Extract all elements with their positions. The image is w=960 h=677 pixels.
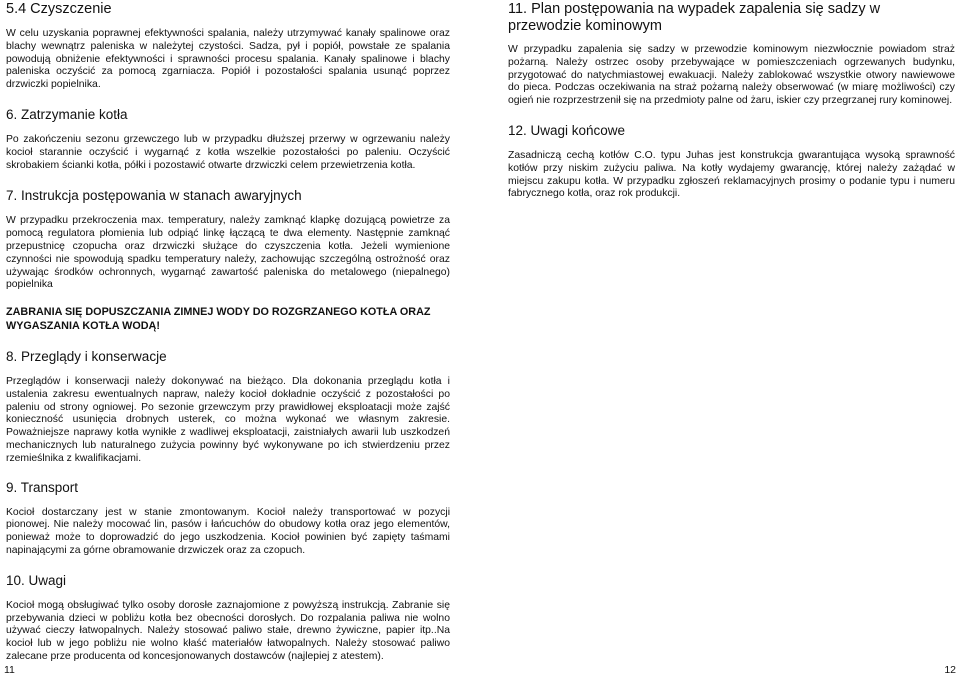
section-5-4-title: 5.4 Czyszczenie	[6, 1, 112, 17]
section-6-text: Po zakończeniu sezonu grzewczego lub w przypadku dłuższej przerwy w ogrzewaniu należy kocioł starannie oczyścić i wygarnąć z kotła wszelkie pozostałości po paleniu. Oczyścić skrobakiem ścianki kotła, półki i pozostawić otwarte drzwiczki celem przewietrzenia kotła.	[6, 133, 450, 171]
section-7-warning: ZABRANIA SIĘ DOPUSZCZANIA ZIMNEJ WODY DO ROZGRZANEGO KOTŁA ORAZ WYGASZANIA KOTŁA WODĄ!	[6, 306, 431, 332]
section-9-title: 9. Transport	[6, 479, 79, 495]
section-12-title: 12. Uwagi końcowe	[508, 122, 626, 138]
page-number-left: 11	[4, 664, 15, 676]
section-9-text: Kocioł dostarczany jest w stanie zmontowanym. Kocioł należy transportować w pozycji pionowej. Nie należy mocować lin, pasów i łańcuchów do obudowy kotła oraz jego elementów, ponieważ może to doprowadzić do jego uszkodzenia. Kocioł powinien być zapięty taśmami napinającymi za górne obramowanie drzwiczek oraz za czopuch.	[6, 506, 450, 556]
section-6-title: 6. Zatrzymanie kotła	[6, 106, 128, 122]
section-5-4-text: W celu uzyskania poprawnej efektywności spalania, należy utrzymywać kanały spalinowe oraz blachy wewnątrz paleniska w należytej czystości. Sadza, pył i popiół, powstałe ze spalania powodują obniżenie efektywności i sprawności procesu spalania. Kanały spalinowe i blachy paleniska oczyścić za pomocą zgarniacza. Popiół i pozostałości spalania usunąć poprzez drzwiczki popielnika.	[6, 28, 450, 91]
right-page	[508, 0, 955, 201]
section-8-text: Przeglądów i konserwacji należy dokonywać na bieżąco. Dla dokonania przeglądu kotła i ustalenia zakresu ewentualnych napraw, należy kocioł dokładnie oczyścić z pozostałości po paleniu od strony ogniowej. Po sezonie grzewczym przy prawidłowej eksploatacji może zajść konieczność usunięcia drobnych usterek, co można wykonać we własnym zakresie. Poważniejsze naprawy kotła wynikłe z wadliwej eksploatacji, zaistniałych awarii lub uszkodzeń mechanicznych lub naturalnego zużycia powinny być wykonywane po ich stwierdzeniu przez rzemieślnika z kwalifikacjami.	[6, 375, 450, 464]
section-10-title: 10. Uwagi	[6, 572, 67, 588]
left-page	[6, 0, 450, 664]
page-number-right: 12	[944, 664, 956, 676]
section-7-title: 7. Instrukcja postępowania w stanach awaryjnych	[6, 188, 302, 204]
section-11-title: 11. Plan postępowania na wypadek zapalenia się sadzy w przewodzie kominowym	[508, 1, 881, 34]
section-8-title: 8. Przeglądy i konserwacje	[6, 348, 167, 364]
section-10-text: Kocioł mogą obsługiwać tylko osoby dorosłe zaznajomione z powyższą instrukcją. Zabranie się przebywania dzieci w pobliżu kotła bez obecności dorosłych. Do rozpalania paliwa nie wolno używać cieczy łatwopalnych. Należy stosować paliwo stałe, drewno żywiczne, papier itp..Na kocioł lub w jego pobliżu nie wolno kłaść materiałów łatwopalnych. Należy stosować paliwo zalecane prze producenta od koncesjonowanych dostawców (najlepiej z atestem).	[6, 599, 450, 662]
section-12-text: Zasadniczą cechą kotłów C.O. typu Juhas jest konstrukcja gwarantująca wysoką sprawność kotłów przy niskim zużyciu paliwa. Na kotły wydajemy gwarancję, której należy zażądać w miejscu zakupu kotła. W przypadku zgłoszeń reklamacyjnych prosimy o podanie typu i numeru fabrycznego kotła, oraz rok produkcji.	[508, 149, 955, 200]
section-11-text: W przypadku zapalenia się sadzy w przewodzie kominowym niezwłocznie powiadom straż pożarną. Należy ostrzec osoby przebywające w pomieszczeniach ogrzewanych budynku, przygotować do natychmiastowej ewakuacji. Należy zablokować wszystkie otwory nawiewowe do pieca. Podczas oczekiwania na straż pożarną należy obserwować (w miarę możliwości) czy ogień nie rozprzestrzenił się na przedmioty palne od żaru, iskier czy przegrzanej rury kominowej.	[508, 44, 955, 107]
section-7-text: W przypadku przekroczenia max. temperatury, należy zamknąć klapkę dozującą powietrze za pomocą regulatora płomienia lub odpiąć linkę łączącą te dwa elementy. Następnie zamknąć przepustnicę czopucha oraz drzwiczki służące do czyszczenia kotła. Jeżeli wymienione czynności nie spowodują spadku temperatury należy, zachowując szczególną ostrożność oraz używając środków ochronnych, wygarnąć zawartość paleniska do metalowego (niepalnego) popielnika	[6, 215, 450, 291]
